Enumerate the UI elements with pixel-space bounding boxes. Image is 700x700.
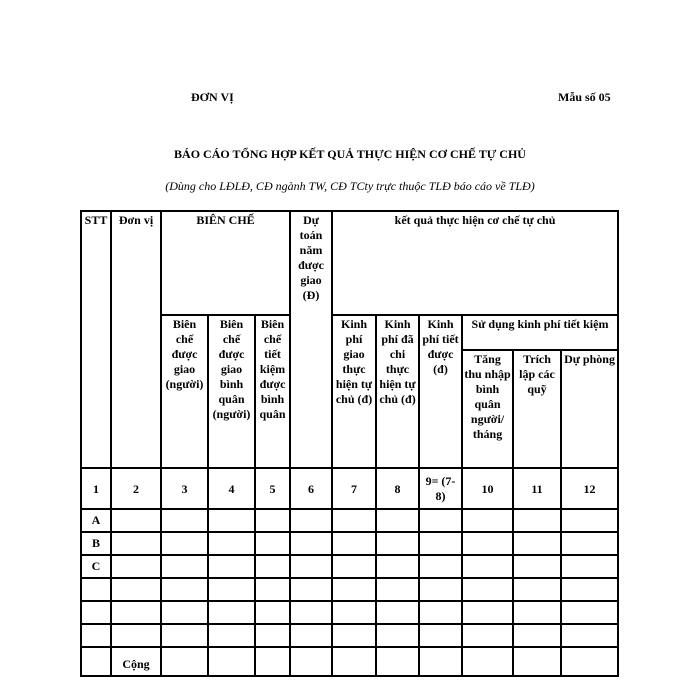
- table-cell: [561, 578, 618, 601]
- table-cell: [561, 555, 618, 578]
- column-number: 5: [255, 468, 290, 509]
- table-cell: [161, 532, 208, 555]
- table-cell: [208, 601, 255, 624]
- table-cell: [111, 624, 161, 647]
- total-row: [81, 647, 618, 676]
- table-cell: [161, 601, 208, 624]
- table-cell: [513, 601, 561, 624]
- table-cell: [513, 624, 561, 647]
- table-cell: [255, 555, 290, 578]
- table-cell: [376, 509, 419, 532]
- table-cell: [462, 647, 513, 676]
- header-use-reserve: Dự phòng: [561, 350, 618, 468]
- table-cell: [208, 532, 255, 555]
- table-cell: [111, 532, 161, 555]
- column-number: 11: [513, 468, 561, 509]
- table-cell: [332, 578, 376, 601]
- unit-label: ĐƠN VỊ: [191, 90, 234, 104]
- table-cell: [161, 578, 208, 601]
- table-cell: [208, 647, 255, 676]
- table-cell: [332, 601, 376, 624]
- table-cell: [462, 509, 513, 532]
- row-label: B: [81, 532, 111, 555]
- table-cell: [376, 555, 419, 578]
- table-cell: [462, 578, 513, 601]
- header-staffing: BIÊN CHẾ: [161, 211, 290, 315]
- table-cell: [513, 647, 561, 676]
- table-row: [81, 555, 618, 578]
- table-cell: [111, 601, 161, 624]
- table-cell: [255, 647, 290, 676]
- table-cell: [208, 509, 255, 532]
- header-budget: Dự toán năm được giao (Đ): [290, 211, 332, 468]
- table-cell: [513, 578, 561, 601]
- table-cell: [161, 647, 208, 676]
- column-number: 10: [462, 468, 513, 509]
- table-cell: [419, 578, 462, 601]
- table-cell: [376, 601, 419, 624]
- header-staff-avg: Biên chế được giao bình quân (người): [208, 315, 255, 468]
- table-cell: [561, 647, 618, 676]
- header-results: kết quả thực hiện cơ chế tự chủ: [332, 211, 618, 315]
- table-cell: [376, 532, 419, 555]
- table-cell: [462, 624, 513, 647]
- table-cell: [290, 555, 332, 578]
- report-table: [80, 210, 619, 677]
- table-row: [81, 601, 618, 624]
- column-number: 8: [376, 468, 419, 509]
- table-cell: [419, 509, 462, 532]
- table-cell: [255, 578, 290, 601]
- table-cell: [290, 532, 332, 555]
- table-cell: [419, 647, 462, 676]
- table-row: [81, 532, 618, 555]
- table-cell: [111, 555, 161, 578]
- table-cell: [376, 647, 419, 676]
- table-cell: [161, 624, 208, 647]
- column-number: 9= (7-8): [419, 468, 462, 509]
- column-number: 2: [111, 468, 161, 509]
- table-cell: [332, 532, 376, 555]
- table-cell: [290, 624, 332, 647]
- column-number: 4: [208, 468, 255, 509]
- table-cell: [513, 555, 561, 578]
- column-number: 3: [161, 468, 208, 509]
- table-cell: [208, 578, 255, 601]
- table-cell: [332, 509, 376, 532]
- table-cell: [81, 647, 111, 676]
- table-cell: [255, 601, 290, 624]
- table-cell: [255, 624, 290, 647]
- table-cell: [332, 624, 376, 647]
- header-use-funds: Trích lập các quỹ: [513, 350, 561, 468]
- table-cell: [462, 601, 513, 624]
- total-label: Cộng: [111, 647, 161, 676]
- table-cell: [419, 555, 462, 578]
- report-subtitle: (Dùng cho LĐLĐ, CĐ ngành TW, CĐ TCty trực thuộc TLĐ báo cáo về TLĐ): [165, 179, 535, 193]
- header-fund-saved: Kinh phí tiết được (đ): [419, 315, 462, 468]
- table-cell: [462, 555, 513, 578]
- header-fund-spent: Kinh phí đã chi thực hiện tự chủ (đ): [376, 315, 419, 468]
- table-cell: [419, 601, 462, 624]
- column-number: 7: [332, 468, 376, 509]
- table-cell: [111, 578, 161, 601]
- header-use-income: Tăng thu nhập bình quân người/ tháng: [462, 350, 513, 468]
- table-row: [81, 509, 618, 532]
- table-cell: [419, 532, 462, 555]
- table-cell: [290, 647, 332, 676]
- table-cell: [561, 624, 618, 647]
- table-row: [81, 578, 618, 601]
- row-label: [81, 578, 111, 601]
- table-cell: [290, 578, 332, 601]
- table-cell: [332, 647, 376, 676]
- header-fund-assigned: Kinh phí giao thực hiện tự chủ (đ): [332, 315, 376, 468]
- table-cell: [161, 509, 208, 532]
- table-cell: [255, 509, 290, 532]
- header-staff-assigned: Biên chế được giao (người): [161, 315, 208, 468]
- table-cell: [561, 509, 618, 532]
- column-number: 6: [290, 468, 332, 509]
- row-label: [81, 601, 111, 624]
- table-cell: [208, 555, 255, 578]
- row-label: C: [81, 555, 111, 578]
- column-number: 1: [81, 468, 111, 509]
- column-number: 12: [561, 468, 618, 509]
- table-cell: [376, 624, 419, 647]
- table-row: [81, 624, 618, 647]
- table-cell: [290, 601, 332, 624]
- header-use-saved: Sử dụng kinh phí tiết kiệm: [462, 315, 618, 350]
- table-cell: [332, 555, 376, 578]
- table-cell: [513, 532, 561, 555]
- header-stt: STT: [81, 211, 111, 468]
- header-unit: Đơn vị: [111, 211, 161, 468]
- table-cell: [419, 624, 462, 647]
- table-cell: [161, 555, 208, 578]
- table-cell: [462, 532, 513, 555]
- table-cell: [255, 532, 290, 555]
- row-label: [81, 624, 111, 647]
- table-cell: [561, 532, 618, 555]
- table-cell: [376, 578, 419, 601]
- form-number: Mẫu số 05: [558, 90, 611, 104]
- column-number-row: [81, 468, 618, 509]
- header-staff-saved: Biên chế tiết kiệm được bình quân: [255, 315, 290, 468]
- row-label: A: [81, 509, 111, 532]
- table-cell: [561, 601, 618, 624]
- table-cell: [111, 509, 161, 532]
- table-cell: [208, 624, 255, 647]
- table-cell: [290, 509, 332, 532]
- table-cell: [513, 509, 561, 532]
- report-title: BÁO CÁO TỔNG HỢP KẾT QUẢ THỰC HIỆN CƠ CHẾ TỰ CHỦ: [174, 147, 526, 161]
